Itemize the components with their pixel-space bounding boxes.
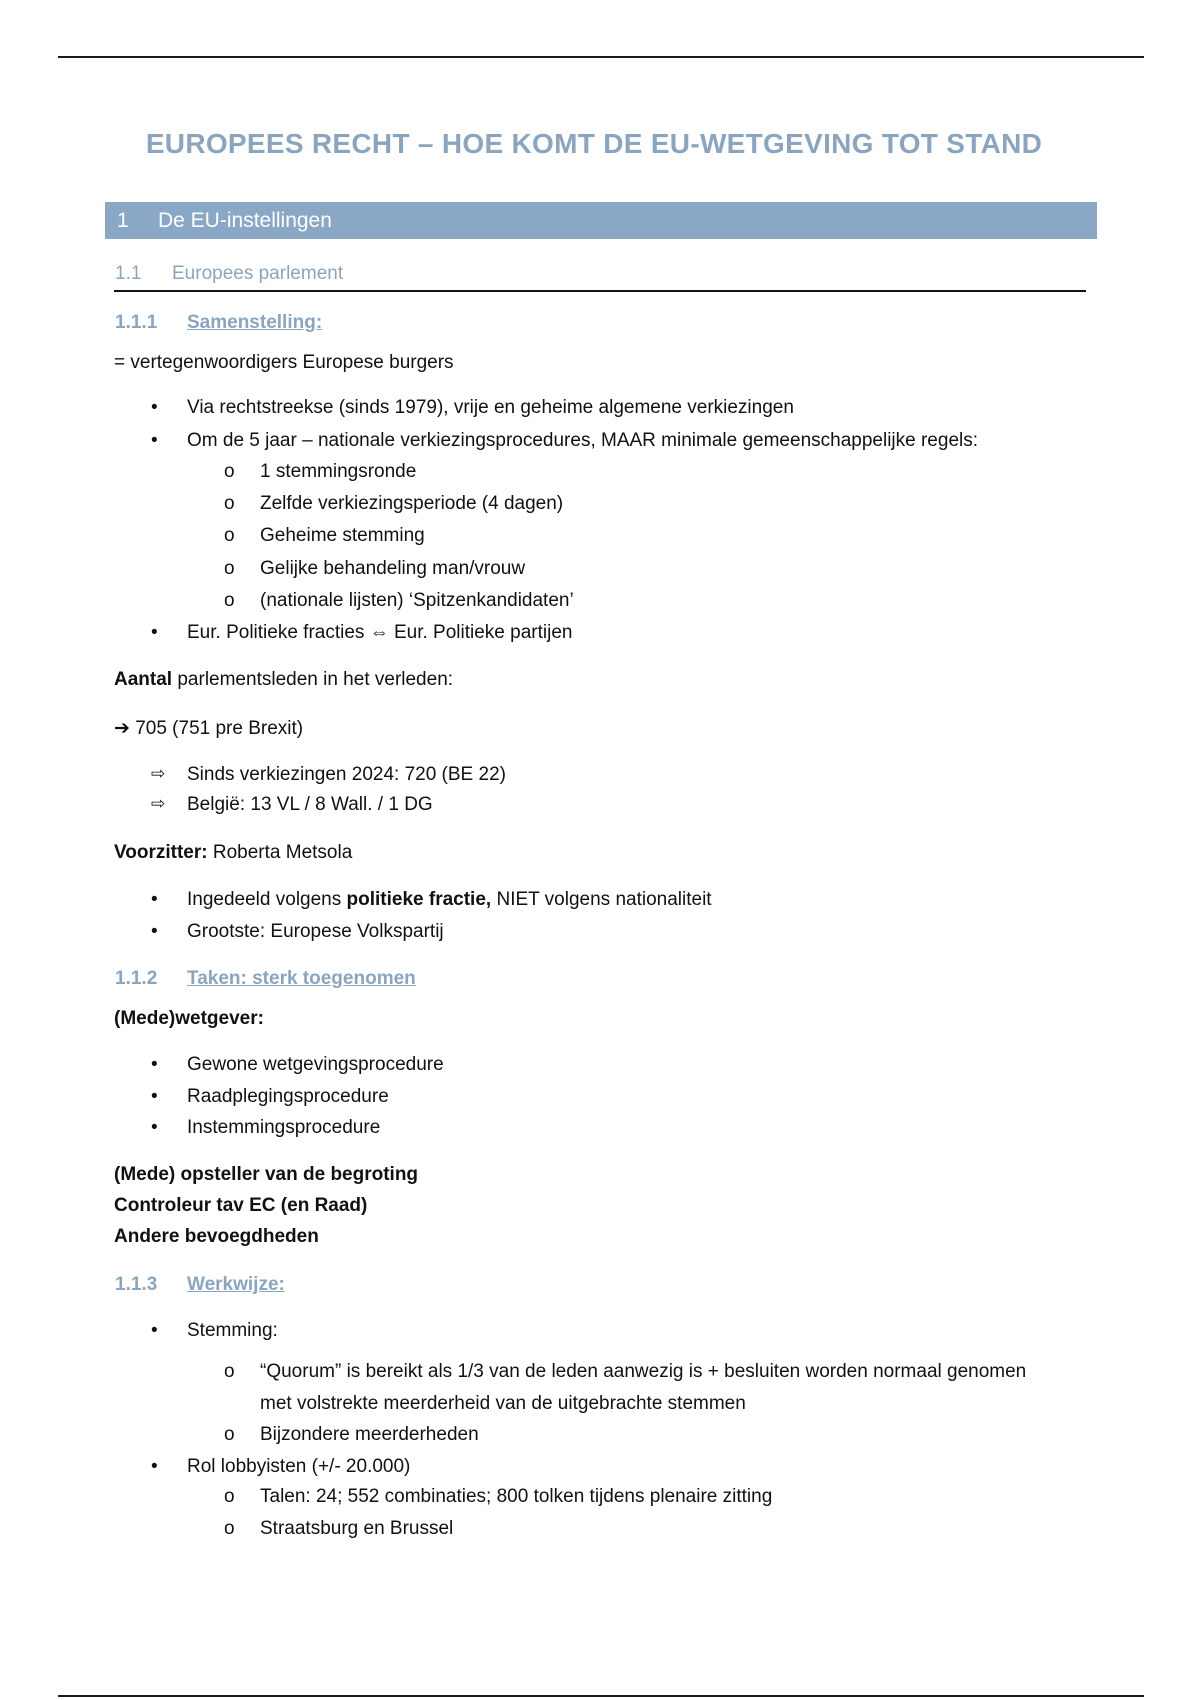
intro-text: = vertegenwoordigers Europese burgers: [114, 352, 454, 373]
wetgever-label: (Mede)wetgever:: [114, 1008, 264, 1029]
sub-item: o Straatsburg en Brussel: [260, 1518, 453, 1540]
bullet-item: • Gewone wetgevingsprocedure: [187, 1054, 444, 1076]
page-title: EUROPEES RECHT – HOE KOMT DE EU-WETGEVING TOT STAND: [145, 128, 1043, 159]
heading-1-number: 1: [117, 209, 129, 232]
arrow-item: ⇨ België: 13 VL / 8 Wall. / 1 DG: [187, 794, 433, 816]
bold-line: Controleur tav EC (en Raad): [114, 1195, 368, 1216]
bold-line: (Mede) opsteller van de begroting: [114, 1164, 419, 1185]
bullet-item: • Instemmingsprocedure: [187, 1117, 380, 1139]
sub-item-continuation: met volstrekte meerderheid van de uitgebrachte stemmen: [260, 1393, 746, 1414]
voorzitter-name: Roberta Metsola: [207, 842, 353, 863]
heading-2: [114, 262, 1086, 292]
sub-item: o Gelijke behandeling man/vrouw: [260, 558, 525, 580]
aantal-label: Aantal: [114, 669, 173, 690]
bullet-item: [187, 889, 712, 911]
arrow-item: ⇨ Sinds verkiezingen 2024: 720 (BE 22): [187, 764, 506, 786]
sub-item: o Geheime stemming: [260, 525, 425, 547]
sub-item: o 1 stemmingsronde: [260, 461, 416, 483]
heading-1-label: De EU-instellingen: [158, 209, 332, 232]
top-rule: [58, 56, 1144, 58]
voorzitter-label: Voorzitter:: [114, 842, 208, 863]
sub-item: o “Quorum” is bereikt als 1/3 van de leden aanwezig is + besluiten worden normaal genomen: [260, 1361, 1026, 1383]
aantal-line: [114, 669, 453, 691]
voorzitter-line: [114, 842, 352, 864]
sub-item: o Bijzondere meerderheden: [260, 1424, 479, 1446]
heading-number: 1.1.3: [115, 1274, 158, 1295]
arrow-line: ➔ 705 (751 pre Brexit): [114, 718, 304, 739]
heading-label: Taken: sterk toegenomen: [187, 968, 416, 989]
aantal-text: parlementsleden in het verleden:: [172, 669, 454, 690]
heading-number: 1.1.2: [115, 968, 158, 989]
heading-2-label: Europees parlement: [172, 263, 344, 284]
bullet-item: • Om de 5 jaar – nationale verkiezingsprocedures, MAAR minimale gemeenschappelijke regels:: [187, 430, 978, 452]
bullet-item: • Stemming:: [187, 1320, 278, 1342]
bold-line: Andere bevoegdheden: [114, 1226, 319, 1247]
bullet-item: • Via rechtstreekse (sinds 1979), vrije en geheime algemene verkiezingen: [187, 397, 794, 419]
sub-item: o (nationale lijsten) ‘Spitzenkandidaten’: [260, 590, 574, 612]
sub-item: o Zelfde verkiezingsperiode (4 dagen): [260, 493, 563, 515]
bullet-text: NIET volgens nationaliteit: [491, 889, 712, 910]
heading-number: 1.1.1: [115, 312, 158, 333]
bottom-rule: [58, 1695, 1144, 1697]
heading-label: Werkwijze:: [187, 1274, 285, 1295]
heading-1: [105, 202, 1097, 239]
sub-item: o Talen: 24; 552 combinaties; 800 tolken tijdens plenaire zitting: [260, 1486, 772, 1508]
bullet-text: Ingedeeld volgens: [187, 889, 347, 910]
heading-2-number: 1.1: [115, 263, 142, 284]
bullet-item: • Raadplegingsprocedure: [187, 1086, 389, 1108]
heading-label: Samenstelling:: [187, 312, 323, 333]
bullet-item: • Grootste: Europese Volkspartij: [187, 921, 444, 943]
bullet-bold: politieke fractie,: [346, 889, 492, 910]
bullet-item: • Eur. Politieke fracties ⇔ Eur. Politieke partijen: [187, 622, 572, 644]
bullet-item: • Rol lobbyisten (+/- 20.000): [187, 1456, 410, 1478]
